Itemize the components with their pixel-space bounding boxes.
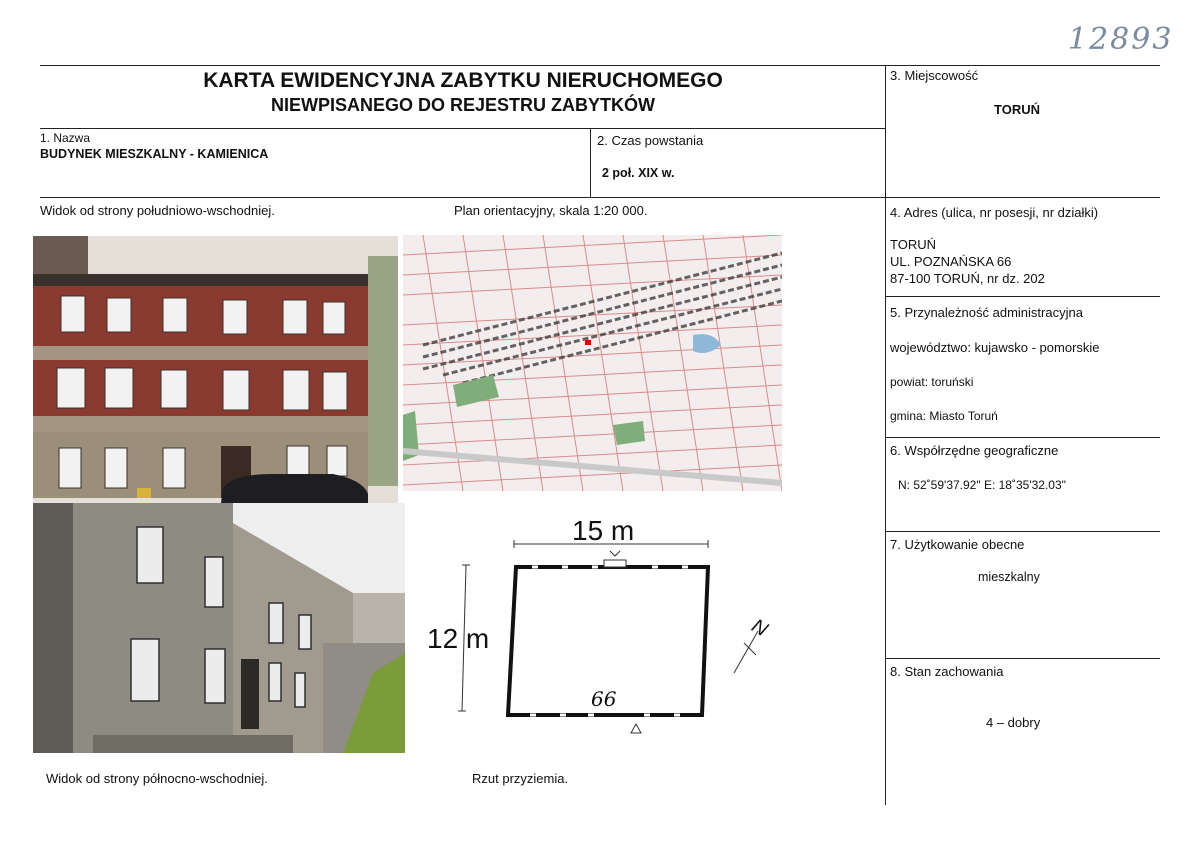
address-line-2: UL. POZNAŃSKA 66 bbox=[890, 254, 1012, 269]
address-bottom-line bbox=[886, 296, 1160, 297]
coords-bottom-line bbox=[886, 531, 1160, 532]
caption-view-northeast: Widok od strony północno-wschodniej. bbox=[46, 771, 268, 786]
condition-label: 8. Stan zachowania bbox=[890, 664, 1004, 679]
location-map bbox=[403, 235, 782, 491]
date-value: 2 poł. XIX w. bbox=[602, 166, 675, 180]
caption-view-southeast: Widok od strony południowo-wschodniej. bbox=[40, 203, 275, 218]
north-arrow-label: N bbox=[747, 614, 772, 642]
right-column-divider bbox=[885, 65, 886, 805]
top-border-line bbox=[40, 65, 1160, 66]
name-bottom-line bbox=[40, 197, 1160, 198]
name-date-divider bbox=[590, 128, 591, 197]
card-title: KARTA EWIDENCYJNA ZABYTKU NIERUCHOMEGO bbox=[203, 69, 723, 92]
location-map-drawing bbox=[403, 235, 782, 491]
floorplan-height-label: 12 m bbox=[427, 623, 490, 654]
usage-value: mieszkalny bbox=[978, 570, 1040, 584]
admin-bottom-line bbox=[886, 437, 1160, 438]
caption-location-plan: Plan orientacyjny, skala 1:20 000. bbox=[454, 203, 648, 218]
facade-photo-southeast bbox=[33, 236, 398, 503]
commune-value: gmina: Miasto Toruń bbox=[890, 409, 998, 423]
condition-value: 4 – dobry bbox=[986, 715, 1041, 730]
address-label: 4. Adres (ulica, nr posesji, nr działki) bbox=[890, 205, 1099, 220]
usage-bottom-line bbox=[886, 658, 1160, 659]
floor-plan bbox=[412, 505, 797, 750]
usage-label: 7. Użytkowanie obecne bbox=[890, 537, 1025, 552]
header-bottom-line bbox=[40, 128, 886, 129]
card-subtitle: NIEWPISANEGO DO REJESTRU ZABYTKÓW bbox=[270, 95, 656, 115]
coords-label: 6. Współrzędne geograficzne bbox=[890, 443, 1059, 458]
county-value: powiat: toruński bbox=[890, 375, 974, 389]
coords-value: N: 52˚59'37.92" E: 18˚35'32.03" bbox=[898, 478, 1066, 492]
admin-label: 5. Przynależność administracyjna bbox=[890, 305, 1083, 320]
date-label: 2. Czas powstania bbox=[597, 133, 704, 148]
address-line-1: TORUŃ bbox=[890, 237, 936, 252]
facade-photo-northeast bbox=[33, 503, 405, 753]
facade-photo-northeast-drawing bbox=[33, 503, 405, 753]
name-label: 1. Nazwa bbox=[40, 131, 91, 145]
facade-photo-southeast-drawing bbox=[33, 236, 398, 503]
locality-value: TORUŃ bbox=[994, 102, 1040, 117]
name-value: BUDYNEK MIESZKALNY - KAMIENICA bbox=[40, 147, 269, 161]
floorplan-building-number: 66 bbox=[591, 687, 617, 711]
archive-number: 12893 bbox=[1068, 22, 1174, 57]
voivodeship-value: województwo: kujawsko - pomorskie bbox=[890, 340, 1100, 355]
caption-ground-floor: Rzut przyziemia. bbox=[472, 771, 569, 786]
address-line-3: 87-100 TORUŃ, nr dz. 202 bbox=[890, 271, 1045, 286]
floorplan-width-label: 15 m bbox=[572, 515, 635, 546]
locality-label: 3. Miejscowość bbox=[890, 68, 979, 83]
